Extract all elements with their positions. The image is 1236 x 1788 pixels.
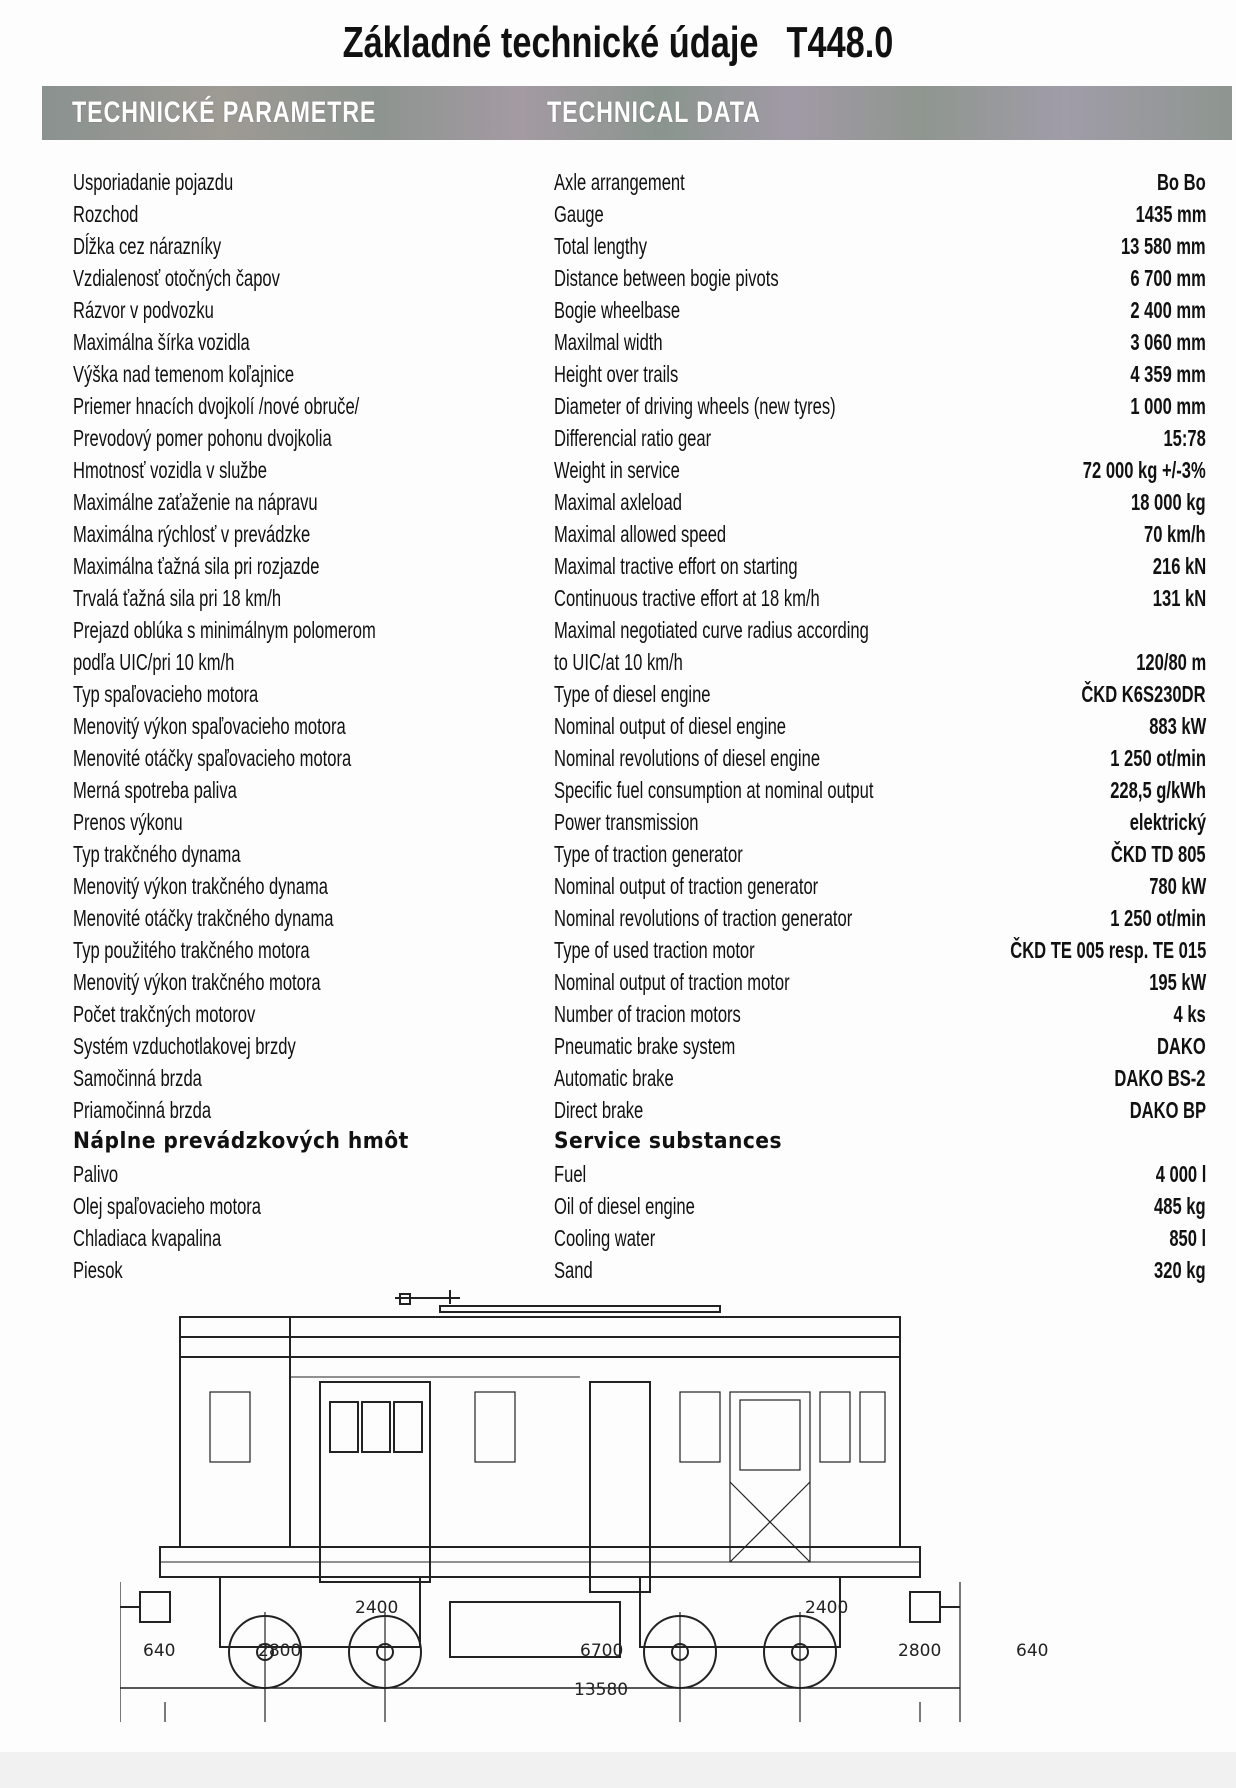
spec-row	[0, 742, 1236, 774]
cab-roof	[395, 1290, 720, 1312]
spec-label-sk: Rozchod	[73, 201, 139, 227]
spec-value: ČKD K6S230DR	[1081, 681, 1206, 707]
spec-label-sk: Usporiadanie pojazdu	[73, 169, 234, 195]
spec-label-en: Maximal negotiated curve radius according	[554, 617, 869, 643]
spec-row	[0, 934, 1236, 966]
spec-value: 72 000 kg +/-3%	[1083, 457, 1206, 483]
spec-value: DAKO	[1157, 1033, 1206, 1059]
spec-row	[0, 902, 1236, 934]
spec-value: 883 kW	[1148, 713, 1206, 739]
spec-value: 1 250 ot/min	[1110, 905, 1206, 931]
spec-label-sk: Maximálna rýchlosť v prevádzke	[73, 521, 311, 547]
spec-row	[0, 166, 1236, 198]
spec-value: 131 kN	[1152, 585, 1206, 611]
dim-wheelbase-left: 2400	[355, 1598, 399, 1618]
section-header-row	[0, 1126, 1236, 1158]
spec-label-en: Direct brake	[554, 1097, 644, 1123]
spec-label-sk: Hmotnosť vozidla v službe	[73, 457, 267, 483]
spec-value: DAKO BS-2	[1114, 1065, 1206, 1091]
spec-label-sk: Menovité otáčky spaľovacieho motora	[73, 745, 352, 771]
spec-label-sk: Maximálna šírka vozidla	[73, 329, 250, 355]
spec-value: 18 000 kg	[1131, 489, 1206, 515]
spec-label-sk: Piesok	[73, 1257, 123, 1283]
spec-row	[0, 1094, 1236, 1126]
model-code: T448.0	[786, 18, 894, 67]
spec-value: 1 000 mm	[1130, 393, 1206, 419]
long-hood	[180, 1317, 900, 1547]
spec-value: 228,5 g/kWh	[1110, 777, 1206, 803]
louvers	[210, 1392, 885, 1562]
spec-value: 4 000 l	[1155, 1161, 1206, 1187]
spec-row	[0, 294, 1236, 326]
spec-row	[0, 1222, 1236, 1254]
dim-axle-pivot-left: 2800	[258, 1641, 302, 1661]
spec-value: 1 250 ot/min	[1110, 745, 1206, 771]
spec-label-en: Height over trails	[554, 361, 679, 387]
spec-value: elektrický	[1129, 809, 1206, 835]
spec-row	[0, 198, 1236, 230]
spec-row	[0, 454, 1236, 486]
band-label-sk: TECHNICKÉ PARAMETRE	[72, 96, 377, 129]
spec-row	[0, 422, 1236, 454]
spec-label-en: Nominal output of diesel engine	[554, 713, 786, 739]
spec-label-sk: Priamočinná brzda	[73, 1097, 212, 1123]
spec-value: 2 400 mm	[1130, 297, 1206, 323]
spec-row	[0, 710, 1236, 742]
spec-row	[0, 998, 1236, 1030]
header-band	[42, 86, 1232, 140]
page-bottom-margin	[0, 1752, 1236, 1788]
spec-label-sk: Maximálne zaťaženie na nápravu	[73, 489, 318, 515]
spec-label-en: Maxilmal width	[554, 329, 663, 355]
spec-label-sk: Systém vzduchotlakovej brzdy	[73, 1033, 296, 1059]
spec-label-en: Nominal output of traction motor	[554, 969, 790, 995]
spec-label-en: Diameter of driving wheels (new tyres)	[554, 393, 836, 419]
spec-row	[0, 1190, 1236, 1222]
dim-pivot-distance: 6700	[580, 1641, 624, 1661]
spec-label-sk: Samočinná brzda	[73, 1065, 202, 1091]
spec-value: ČKD TD 805	[1111, 841, 1206, 867]
spec-row	[0, 262, 1236, 294]
spec-row	[0, 870, 1236, 902]
dim-overhang-left: 640	[143, 1641, 176, 1661]
spec-row	[0, 358, 1236, 390]
spec-label-sk: Prevodový pomer pohonu dvojkolia	[73, 425, 332, 451]
spec-label-en: Power transmission	[554, 809, 699, 835]
spec-row	[0, 326, 1236, 358]
spec-label-sk: Prejazd oblúka s minimálnym polomerom	[73, 617, 376, 643]
spec-value: 485 kg	[1154, 1193, 1206, 1219]
spec-value: 195 kW	[1148, 969, 1206, 995]
spec-label-sk: Rázvor v podvozku	[73, 297, 214, 323]
spec-label-sk: Olej spaľovacieho motora	[73, 1193, 262, 1219]
dim-wheelbase-right: 2400	[805, 1598, 849, 1618]
spec-label-en: Specific fuel consumption at nominal output	[554, 777, 874, 803]
spec-label-en: Total lengthy	[554, 233, 647, 259]
spec-label-en: to UIC/at 10 km/h	[554, 649, 683, 675]
spec-label-en: Number of tracion motors	[554, 1001, 741, 1027]
spec-row	[0, 966, 1236, 998]
spec-label-sk: Počet trakčných motorov	[73, 1001, 256, 1027]
spec-row	[0, 806, 1236, 838]
spec-value: 1435 mm	[1135, 201, 1206, 227]
dim-total-length: 13580	[574, 1680, 629, 1700]
spec-row	[0, 1030, 1236, 1062]
spec-label-sk: podľa UIC/pri 10 km/h	[73, 649, 235, 675]
spec-label-en: Type of used traction motor	[554, 937, 755, 963]
spec-value: Bo Bo	[1157, 169, 1206, 195]
spec-label-en: Maximal axleload	[554, 489, 682, 515]
page-title	[136, 18, 1100, 68]
spec-label-sk: Typ použitého trakčného motora	[73, 937, 310, 963]
spec-value: 120/80 m	[1136, 649, 1206, 675]
spec-label-en: Weight in service	[554, 457, 680, 483]
spec-value: 850 l	[1169, 1225, 1206, 1251]
spec-row	[0, 550, 1236, 582]
dim-overhang-right: 640	[1016, 1641, 1049, 1661]
band-label-en: TECHNICAL DATA	[547, 96, 761, 129]
spec-label-sk: Priemer hnacích dvojkolí /nové obruče/	[73, 393, 360, 419]
spec-label-sk: Palivo	[73, 1161, 119, 1187]
spec-label-sk: Menovitý výkon trakčného dynama	[73, 873, 328, 899]
spec-row	[0, 774, 1236, 806]
spec-row	[0, 838, 1236, 870]
spec-row	[0, 614, 1236, 646]
spec-label-sk: Výška nad temenom koľajnice	[73, 361, 295, 387]
title-text: Základné technické údaje	[342, 18, 759, 67]
spec-label-en: Fuel	[554, 1161, 587, 1187]
spec-label-en: Automatic brake	[554, 1065, 674, 1091]
spec-table	[0, 166, 1236, 1286]
spec-label-sk: Chladiaca kvapalina	[73, 1225, 222, 1251]
spec-label-en: Cooling water	[554, 1225, 656, 1251]
spec-value: 320 kg	[1154, 1257, 1206, 1283]
spec-row	[0, 646, 1236, 678]
spec-label-en: Nominal output of traction generator	[554, 873, 819, 899]
spec-label-en: Type of diesel engine	[554, 681, 711, 707]
spec-label-sk: Náplne prevádzkových hmôt	[73, 1129, 409, 1154]
spec-label-en: Distance between bogie pivots	[554, 265, 779, 291]
spec-value: 70 km/h	[1144, 521, 1206, 547]
spec-row	[0, 582, 1236, 614]
spec-label-en: Nominal revolutions of diesel engine	[554, 745, 821, 771]
spec-label-sk: Dĺžka cez nárazníky	[73, 233, 222, 259]
spec-label-en: Oil of diesel engine	[554, 1193, 695, 1219]
bogie-left	[220, 1577, 421, 1688]
spec-row	[0, 518, 1236, 550]
spec-value: 780 kW	[1148, 873, 1206, 899]
spec-label-sk: Vzdialenosť otočných čapov	[73, 265, 280, 291]
spec-label-en: Maximal tractive effort on starting	[554, 553, 798, 579]
spec-label-sk: Merná spotreba paliva	[73, 777, 237, 803]
dim-axle-pivot-right: 2800	[898, 1641, 942, 1661]
spec-value: ČKD TE 005 resp. TE 015	[1009, 937, 1206, 963]
spec-row	[0, 1158, 1236, 1190]
spec-value: 3 060 mm	[1130, 329, 1206, 355]
spec-value: 216 kN	[1152, 553, 1206, 579]
spec-label-en: Differencial ratio gear	[554, 425, 712, 451]
spec-label-en: Gauge	[554, 201, 604, 227]
spec-label-en: Maximal allowed speed	[554, 521, 727, 547]
spec-label-en: Type of traction generator	[554, 841, 743, 867]
spec-value: 4 ks	[1173, 1001, 1206, 1027]
spec-label-en: Nominal revolutions of traction generator	[554, 905, 853, 931]
cab-windows	[320, 1382, 650, 1592]
spec-row	[0, 678, 1236, 710]
spec-row	[0, 1062, 1236, 1094]
spec-value: 6 700 mm	[1130, 265, 1206, 291]
spec-value: 15:78	[1163, 425, 1206, 451]
spec-label-en: Axle arrangement	[554, 169, 685, 195]
spec-row	[0, 230, 1236, 262]
spec-label-sk: Typ spaľovacieho motora	[73, 681, 259, 707]
spec-value: 13 580 mm	[1121, 233, 1206, 259]
bogie-right	[640, 1577, 840, 1688]
spec-label-sk: Menovité otáčky trakčného dynama	[73, 905, 334, 931]
spec-label-sk: Maximálna ťažná sila pri rozjazde	[73, 553, 320, 579]
spec-label-en: Pneumatic brake system	[554, 1033, 736, 1059]
spec-label-en: Bogie wheelbase	[554, 297, 681, 323]
spec-label-sk: Menovitý výkon trakčného motora	[73, 969, 321, 995]
spec-label-en: Continuous tractive effort at 18 km/h	[554, 585, 820, 611]
spec-label-en: Service substances	[554, 1129, 782, 1154]
spec-label-en: Sand	[554, 1257, 593, 1283]
spec-label-sk: Typ trakčného dynama	[73, 841, 241, 867]
spec-row	[0, 486, 1236, 518]
spec-row	[0, 390, 1236, 422]
spec-value: DAKO BP	[1129, 1097, 1206, 1123]
spec-label-sk: Trvalá ťažná sila pri 18 km/h	[73, 585, 282, 611]
spec-value: 4 359 mm	[1130, 361, 1206, 387]
spec-label-sk: Menovitý výkon spaľovacieho motora	[73, 713, 346, 739]
spec-label-sk: Prenos výkonu	[73, 809, 183, 835]
